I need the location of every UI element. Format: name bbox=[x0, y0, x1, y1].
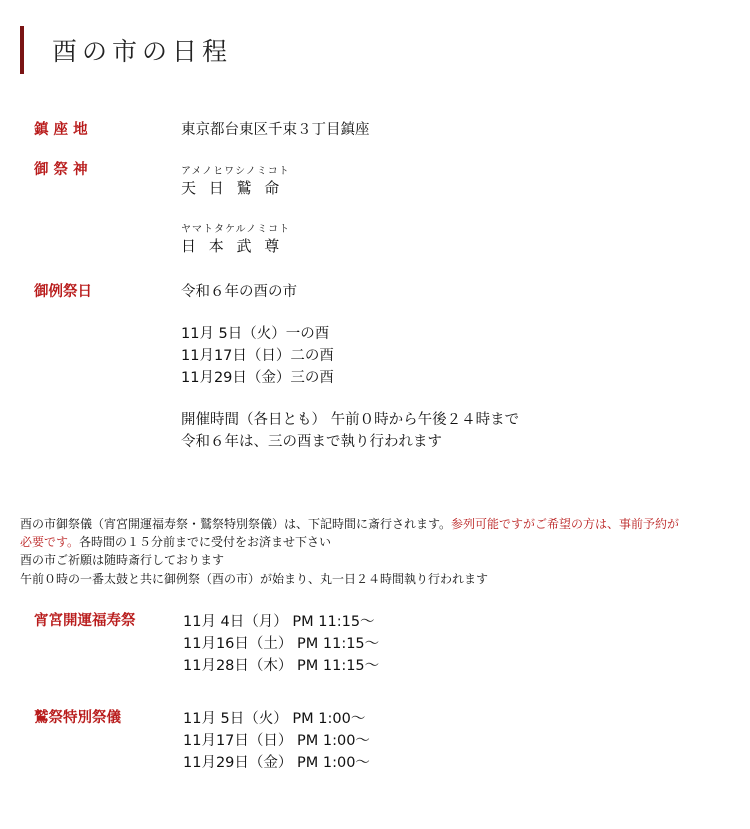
notice-reservation-text: 参列可能ですがご希望の方は、事前予約が bbox=[451, 517, 680, 531]
yoimiya-time: 11月 4日（月） PM 11:15～ bbox=[183, 614, 375, 630]
yoimiya-label: 宵宮開運福寿祭 bbox=[34, 613, 136, 629]
notice-text: 酉の市御祭儀（宵宮開運福寿祭・鷲祭特別祭儀）は、下記時間に斎行されます。 bbox=[20, 517, 452, 531]
festival-note: 令和６年は、三の酉まで執り行われます bbox=[181, 434, 442, 450]
washi-time: 11月17日（日） PM 1:00～ bbox=[183, 733, 370, 749]
deity-name: 日 本 武 尊 bbox=[181, 237, 284, 255]
notice-line-1 bbox=[20, 515, 679, 532]
festival-label: 御例祭日 bbox=[34, 284, 92, 300]
washi-time: 11月 5日（火） PM 1:00～ bbox=[183, 711, 366, 727]
yoimiya-time: 11月28日（木） PM 11:15～ bbox=[183, 658, 380, 674]
location-value: 東京都台東区千束３丁目鎮座 bbox=[181, 122, 370, 138]
festival-date: 11月 5日（火）一の酉 bbox=[181, 326, 330, 342]
location-label: 鎮 座 地 bbox=[34, 122, 88, 138]
deity-reading: ヤマトタケルノミコト bbox=[181, 224, 291, 235]
festival-date: 11月29日（金）三の酉 bbox=[181, 370, 334, 386]
yoimiya-time: 11月16日（土） PM 11:15～ bbox=[183, 636, 380, 652]
title-accent-bar bbox=[20, 26, 24, 74]
festival-year-line: 令和６年の酉の市 bbox=[181, 284, 297, 300]
notice-line-4: 午前０時の一番太鼓と共に御例祭（酉の市）が始まり、丸一日２４時間執り行われます bbox=[20, 572, 489, 586]
notice-line-2 bbox=[20, 533, 331, 550]
festival-hours: 開催時間（各日とも） 午前０時から午後２４時まで bbox=[181, 412, 520, 428]
page-title: 酉の市の日程 bbox=[52, 37, 233, 66]
festival-date: 11月17日（日）二の酉 bbox=[181, 348, 334, 364]
notice-reservation-text: 必要です。 bbox=[20, 535, 80, 549]
notice-text: 各時間の１５分前までに受付をお済ませ下さい bbox=[79, 535, 332, 549]
deity-name: 天 日 鷲 命 bbox=[181, 179, 284, 197]
washi-label: 鷲祭特別祭儀 bbox=[34, 710, 121, 726]
deities-label: 御 祭 神 bbox=[34, 162, 88, 178]
notice-line-3: 酉の市ご祈願は随時斎行しております bbox=[20, 553, 225, 567]
deity-reading: アメノヒワシノミコト bbox=[181, 166, 290, 177]
washi-time: 11月29日（金） PM 1:00～ bbox=[183, 755, 370, 771]
